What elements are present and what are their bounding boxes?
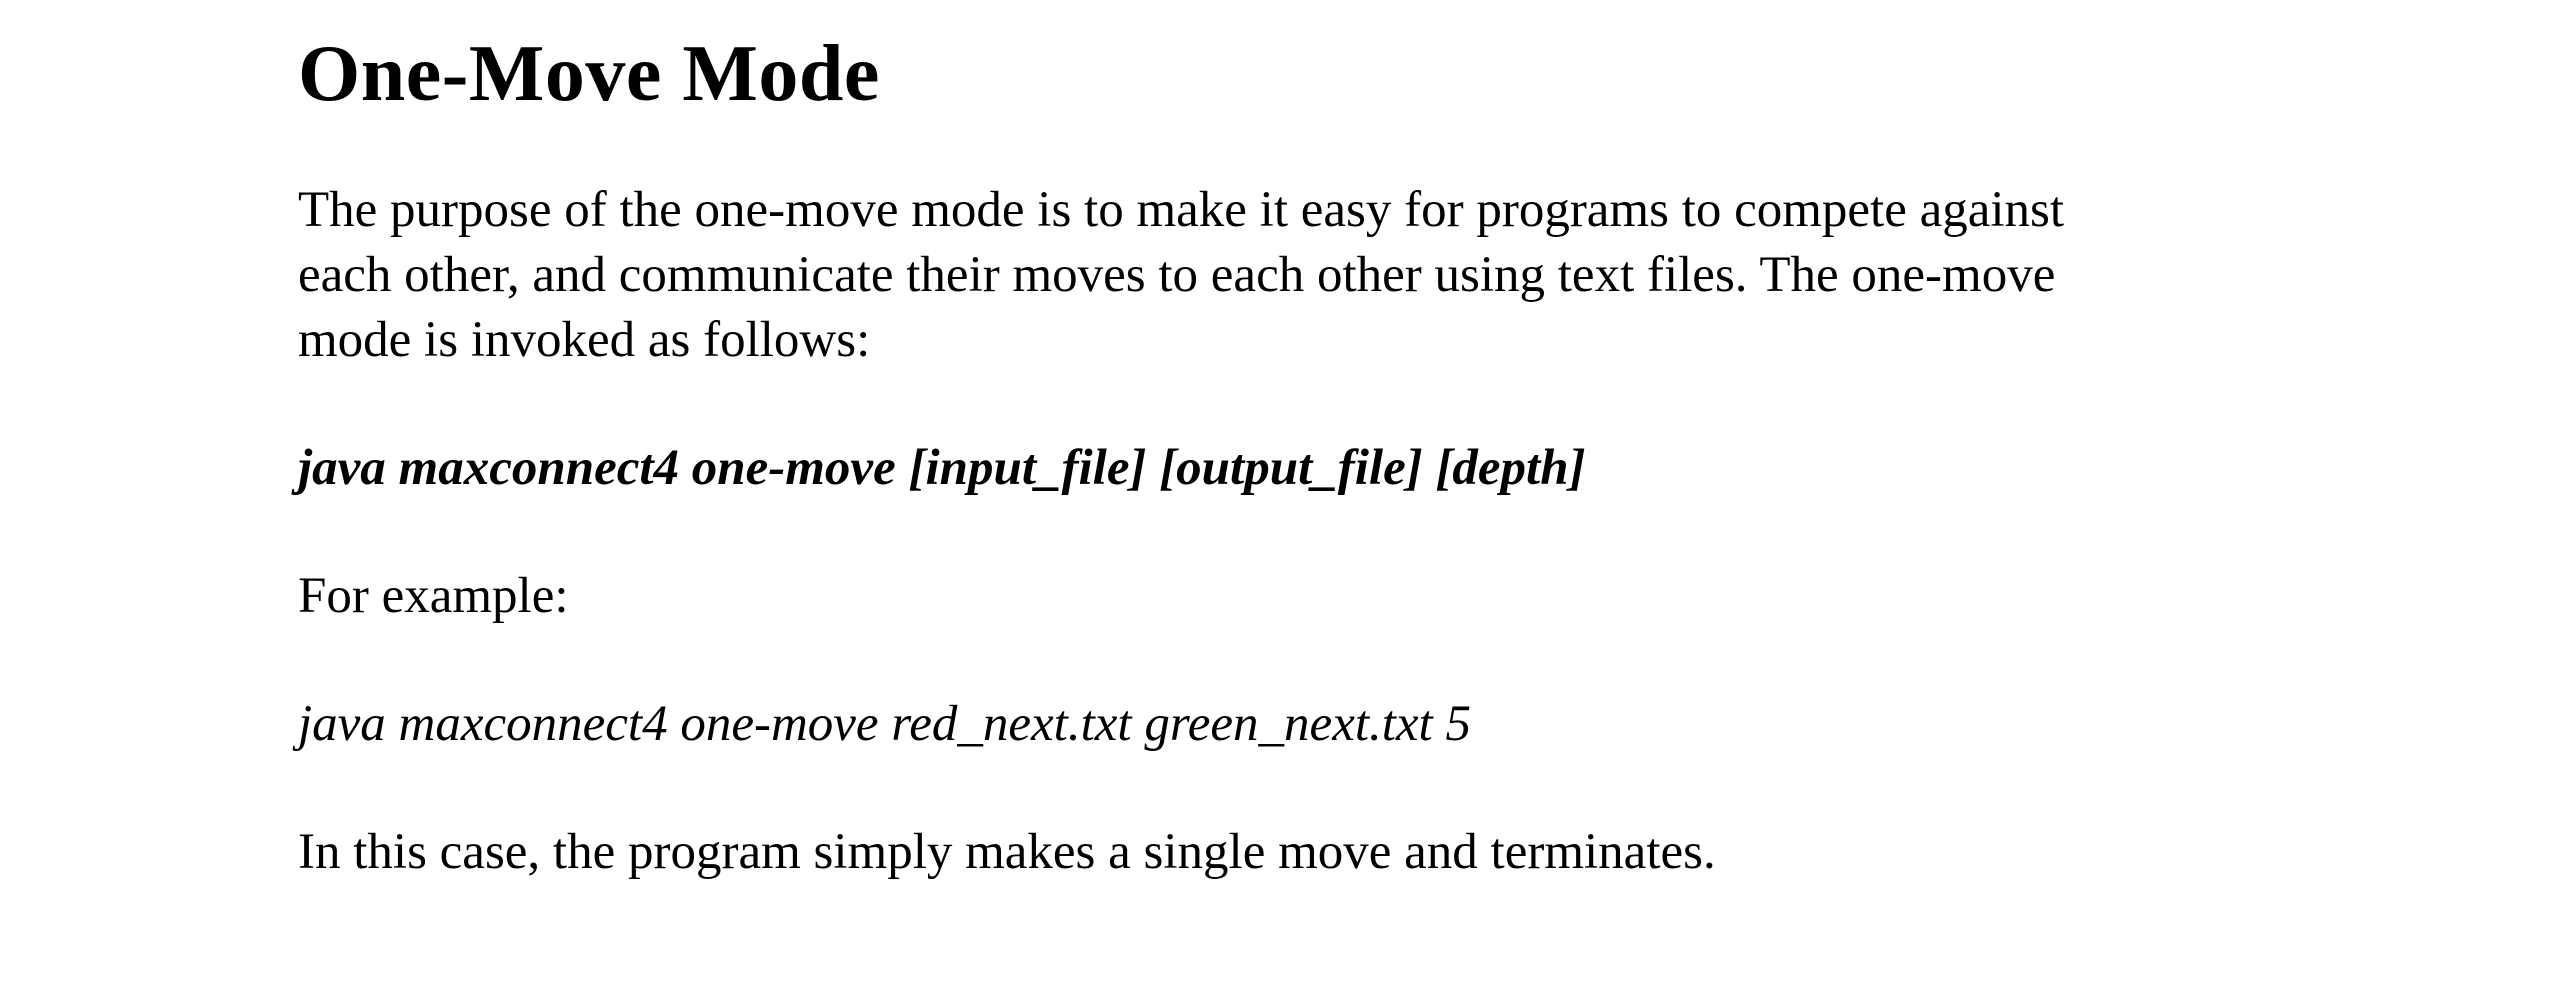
example-label: For example: [298, 568, 569, 624]
paragraph-line: each other, and communicate their moves to each other using text files. The one-move [298, 247, 2056, 303]
paragraph-line: The purpose of the one-move mode is to make it easy for programs to compete against [298, 182, 2065, 238]
command-syntax-line: java maxconnect4 one-move [input_file] [output_file] [depth] [298, 440, 1586, 496]
example-command-line: java maxconnect4 one-move red_next.txt green_next.txt 5 [298, 696, 1471, 752]
closing-paragraph: In this case, the program simply makes a single move and terminates. [298, 824, 1716, 880]
page-title: One-Move Mode [298, 30, 880, 118]
intro-paragraph [298, 178, 2260, 373]
paragraph-line: mode is invoked as follows: [298, 312, 871, 368]
